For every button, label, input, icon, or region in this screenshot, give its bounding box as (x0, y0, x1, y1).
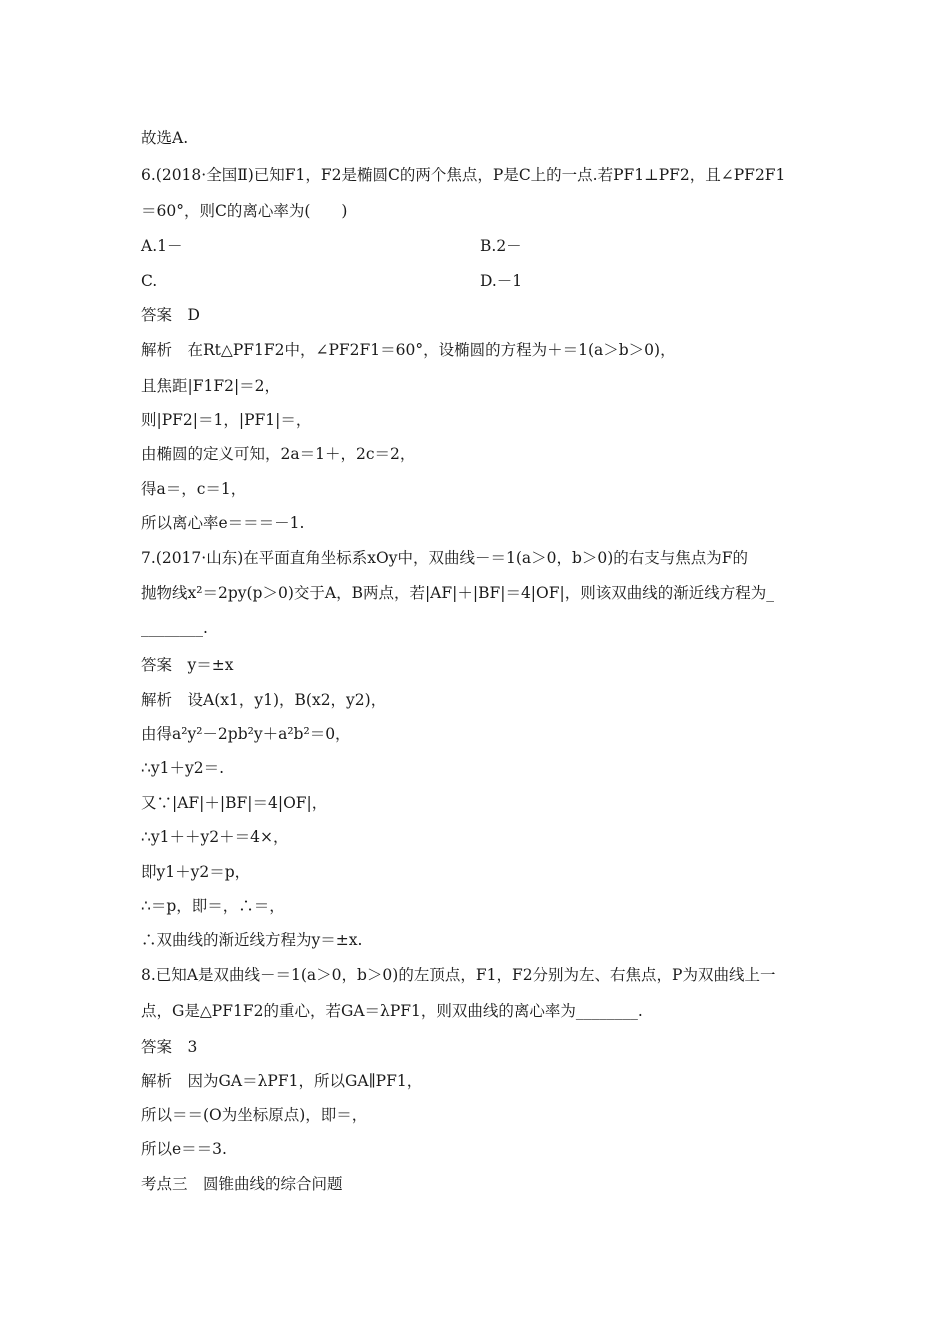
analysis-8-line-3: 所以e＝＝3. (141, 1140, 227, 1158)
analysis-7-line-1: 解析 设A(x1，y1)，B(x2，y2)， (141, 691, 387, 709)
problem-6-line-2: ＝60°，则C的离心率为( ) (141, 202, 348, 220)
problem-8-line-1: 8.已知A是双曲线－＝1(a＞0，b＞0)的左顶点，F1，F2分别为左、右焦点，P为双曲线上一 (141, 966, 776, 984)
analysis-7-line-5: ∴y1＋＋y2＋＝4×， (141, 828, 289, 846)
analysis-6-line-3: 则|PF2|＝1，|PF1|＝， (141, 411, 312, 429)
option-a: A.1－ (141, 237, 183, 255)
option-b: B.2－ (480, 237, 522, 255)
analysis-7-line-6: 即y1＋y2＝p， (141, 863, 251, 881)
problem-7-line-1: 7.(2017·山东)在平面直角坐标系xOy中，双曲线－＝1(a＞0，b＞0)的右支与焦点为F的 (141, 549, 749, 567)
analysis-6-line-1: 解析 在Rt△PF1F2中，∠PF2F1＝60°，设椭圆的方程为＋＝1(a＞b＞0)， (141, 341, 676, 359)
problem-8-line-2: 点，G是△PF1F2的重心，若GA＝λPF1，则双曲线的离心率为________. (141, 1002, 643, 1020)
analysis-7-line-4: 又∵|AF|＋|BF|＝4|OF|， (141, 794, 328, 812)
problem-7-line-3: ________. (141, 619, 208, 637)
text-line: 故选A. (141, 129, 189, 147)
problem-6-line-1: 6.(2018·全国Ⅱ)已知F1，F2是椭圆C的两个焦点，P是C上的一点.若PF1⊥PF2，且∠PF2F1 (141, 166, 786, 184)
analysis-6-line-6: 所以离心率e＝＝＝－1. (141, 514, 305, 532)
analysis-7-line-7: ∴＝p，即＝，∴＝， (141, 897, 285, 915)
option-d: D.－1 (480, 272, 523, 290)
analysis-7-line-2: 由得a²y²－2pb²y＋a²b²＝0， (141, 725, 351, 743)
section-heading: 考点三 圆锥曲线的综合问题 (141, 1175, 343, 1193)
analysis-8-line-2: 所以＝＝(O为坐标原点)，即＝， (141, 1106, 368, 1124)
answer-8: 答案 3 (141, 1038, 198, 1056)
answer-6: 答案 D (141, 306, 200, 324)
problem-7-line-2: 抛物线x²＝2py(p＞0)交于A，B两点，若|AF|＋|BF|＝4|OF|，则该双曲线的渐近线方程为_ (141, 584, 774, 602)
answer-7: 答案 y＝±x (141, 656, 234, 674)
option-c: C. (141, 272, 158, 290)
analysis-7-line-3: ∴y1＋y2＝. (141, 759, 225, 777)
analysis-6-line-2: 且焦距|F1F2|＝2， (141, 377, 281, 395)
analysis-7-line-8: ∴双曲线的渐近线方程为y＝±x. (141, 931, 363, 949)
analysis-6-line-5: 得a＝，c＝1， (141, 480, 247, 498)
analysis-6-line-4: 由椭圆的定义可知，2a＝1＋，2c＝2， (141, 445, 416, 463)
analysis-8-line-1: 解析 因为GA＝λPF1，所以GA∥PF1， (141, 1072, 423, 1090)
